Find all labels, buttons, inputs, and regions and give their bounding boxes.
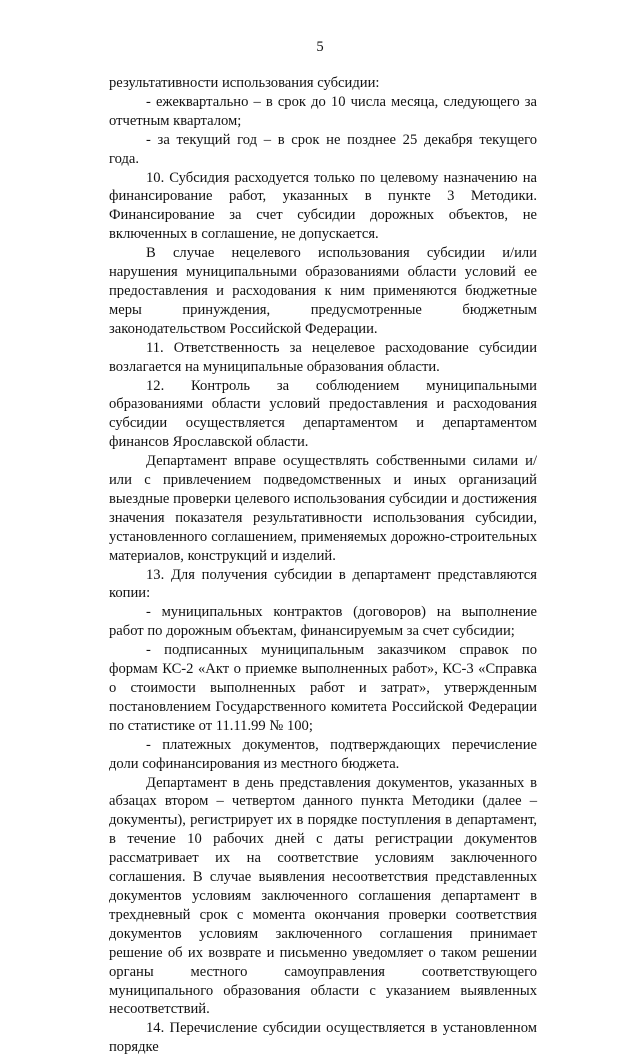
paragraph-misuse: В случае нецелевого использования субсидии и/или нарушения муниципальными образованиями области условий ее предоставления и расходования к ним применяются бюджетные меры принуждения, предусмотренные бюджетным законодательством Российской Федерации. bbox=[109, 245, 537, 337]
list-item-payments: - платежных документов, подтверждающих перечисление доли софинансирования из местного бюджета. bbox=[109, 736, 537, 772]
paragraph-inspections: Департамент вправе осуществлять собственными силами и/или с привлечением подведомственных и иных организаций выездные проверки целевого использования субсидии и достижения значения показателя результативности использования субсидии, установленного соглашением, применяемых дорожно-строительных материалов, конструкций и изделий. bbox=[109, 453, 537, 564]
list-item-contracts: - муниципальных контрактов (договоров) на выполнение работ по дорожным объектам, финансируемым за счет субсидии; bbox=[109, 604, 537, 640]
clause-10: 10. Субсидия расходуется только по целевому назначению на финансирование работ, указанных в пункте 3 Методики. Финансирование за счет субсидии дорожных объектов, не включенных в соглашение, не допускается. bbox=[109, 169, 537, 243]
page-number: 5 bbox=[316, 39, 324, 55]
paragraph-continuation: результативности использования субсидии: bbox=[109, 75, 380, 91]
clause-14: 14. Перечисление субсидии осуществляется в установленном порядке bbox=[109, 1020, 537, 1056]
list-item-yearly: - за текущий год – в срок не позднее 25 декабря текущего года. bbox=[109, 131, 537, 167]
clause-13: 13. Для получения субсидии в департамент представляются копии: bbox=[109, 566, 537, 602]
list-item-certificates: - подписанных муниципальным заказчиком справок по формам КС-2 «Акт о приемке выполненных работ», КС-3 «Справка о стоимости выполненных работ и затрат», утвержденным постановлением Государственного комитета Российской Федерации по статистике от 11.11.99 № 100; bbox=[109, 642, 537, 734]
document-body bbox=[109, 74, 537, 1057]
clause-12: 12. Контроль за соблюдением муниципальными образованиями области условий предоставления и расходования субсидии осуществляется департаментом и департаментом финансов Ярославской области. bbox=[109, 377, 537, 451]
list-item-quarterly: - ежеквартально – в срок до 10 числа месяца, следующего за отчетным кварталом; bbox=[109, 93, 537, 129]
clause-11: 11. Ответственность за нецелевое расходование субсидии возлагается на муниципальные образования области. bbox=[109, 339, 537, 375]
paragraph-review: Департамент в день представления документов, указанных в абзацах втором – четвертом данного пункта Методики (далее – документы), регистрирует их в порядке поступления в департамент, в течение 10 рабочих дней с даты регистрации документов рассматривает их на соответствие условиям заключенного соглашения. В случае выявления несоответствия представленных документов условиям заключенного соглашения департамент в трехдневный срок с момента окончания проверки соответствия документов условиям заключенного соглашения принимает решение об их возврате и письменно уведомляет о таком решении органы местного самоуправления соответствующего муниципального образования области с указанием выявленных несоответствий. bbox=[109, 774, 537, 1018]
